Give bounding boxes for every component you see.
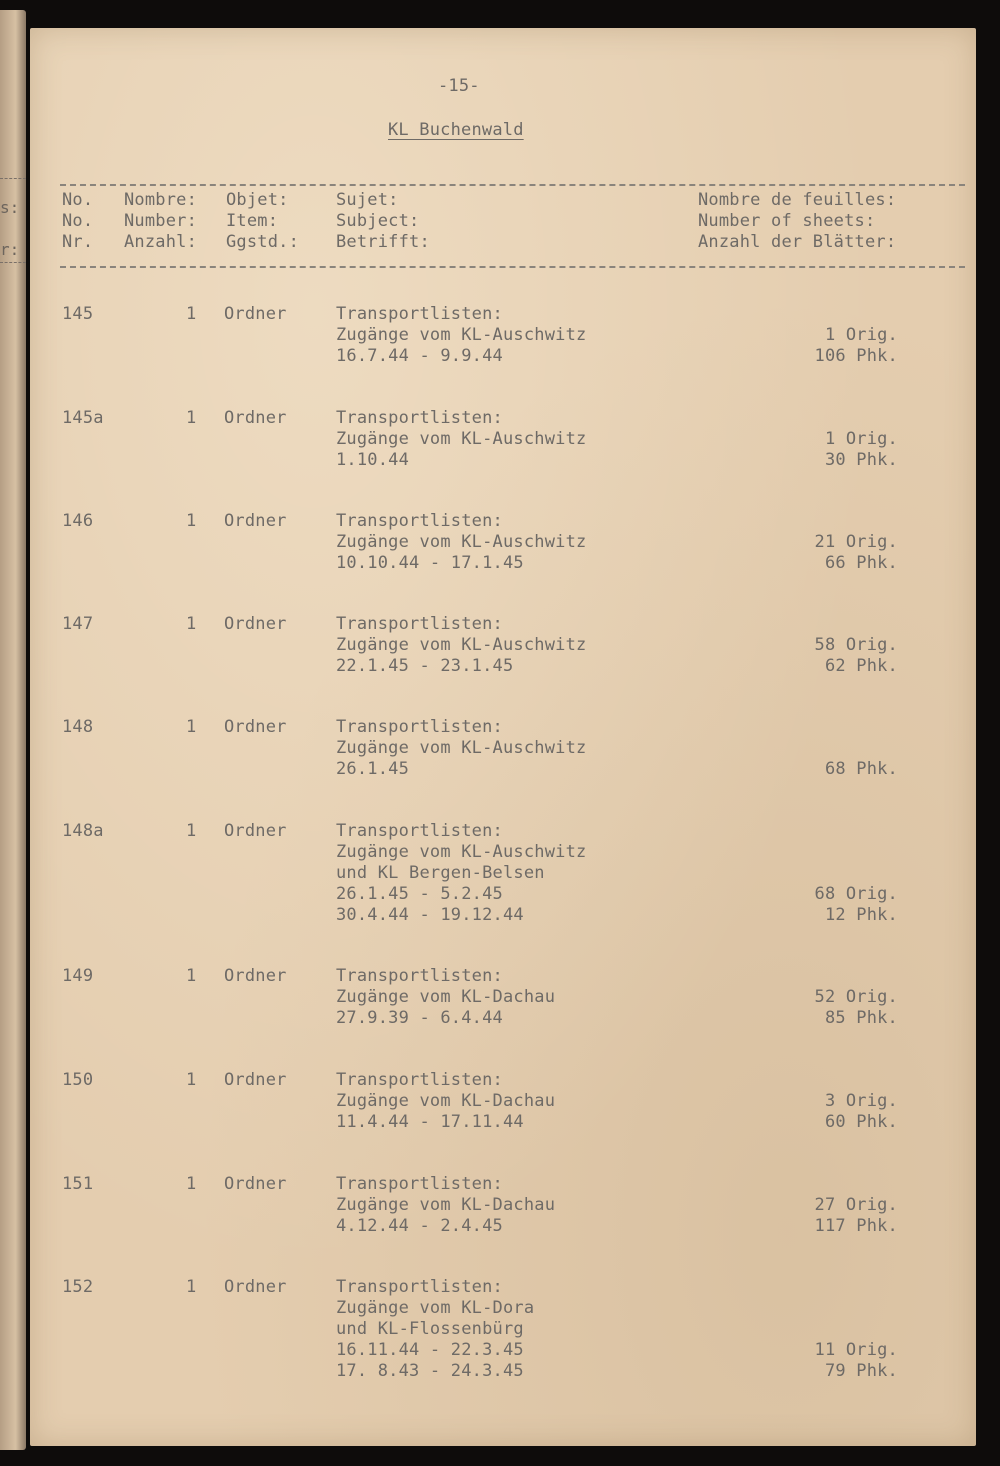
entry-subject-line: 26.1.45 - 5.2.45 <box>336 884 503 904</box>
header-subject-de: Betrifft: <box>336 232 430 252</box>
header-subject-fr: Sujet: <box>336 190 399 210</box>
entry-sheets-line: 68 Orig. <box>814 884 898 904</box>
margin-dash <box>0 178 26 179</box>
entry-sheets <box>815 1195 898 1237</box>
header-count <box>124 190 197 253</box>
entry-subject-line: Transportlisten: <box>336 1174 503 1194</box>
entry-number: 150 <box>62 1070 94 1090</box>
entry-subject-line: Zugänge vom KL-Dachau <box>336 1195 556 1215</box>
entry-subject <box>336 821 586 926</box>
entry-subject-line: Transportlisten: <box>336 304 503 324</box>
entry-subject-line: 11.4.44 - 17.11.44 <box>336 1112 524 1132</box>
entry-sheets <box>815 532 898 574</box>
entry-sheets <box>815 987 898 1029</box>
entry-count: 1 <box>186 717 197 737</box>
header-item-de: Ggstd.: <box>226 232 300 252</box>
entry-subject <box>336 614 586 677</box>
entry-item: Ordner <box>224 966 287 986</box>
header-item-fr: Objet: <box>226 190 289 210</box>
entry-sheets-line: 68 Phk. <box>824 759 898 779</box>
entry-subject-line: Transportlisten: <box>336 614 503 634</box>
entry-subject <box>336 1277 534 1382</box>
entry-subject <box>336 966 555 1029</box>
entry-subject-line: Transportlisten: <box>336 1277 503 1297</box>
header-subject-en: Subject: <box>336 211 420 231</box>
entry-item: Ordner <box>224 511 287 531</box>
entry-count: 1 <box>186 511 197 531</box>
entry-subject-line: Zugänge vom KL-Auschwitz <box>336 325 587 345</box>
header-no-de: Nr. <box>62 232 94 252</box>
entry-number: 148 <box>62 717 94 737</box>
margin-dash <box>0 262 26 263</box>
entry-item: Ordner <box>224 408 287 428</box>
entry-subject-line: 17. 8.43 - 24.3.45 <box>336 1361 524 1381</box>
entry-subject-line: 16.11.44 - 22.3.45 <box>336 1340 524 1360</box>
entry-item: Ordner <box>224 1174 287 1194</box>
entry-sheets-line: 21 Orig. <box>814 532 898 552</box>
entry-count: 1 <box>186 1174 197 1194</box>
entry-sheets <box>815 884 898 926</box>
entry-item: Ordner <box>224 304 287 324</box>
entry-number: 145 <box>62 304 94 324</box>
entry-sheets-line: 3 Orig. <box>824 1091 898 1111</box>
header-sheets-fr: Nombre de feuilles: <box>698 190 897 210</box>
entry-subject-line: und KL-Flossenbürg <box>336 1319 524 1339</box>
document-title: KL Buchenwald <box>388 120 524 140</box>
entry-sheets-line: 62 Phk. <box>824 656 898 676</box>
entry-number: 146 <box>62 511 94 531</box>
entry-sheets-line: 52 Orig. <box>814 987 898 1007</box>
entry-count: 1 <box>186 821 197 841</box>
entry-sheets-line: 58 Orig. <box>814 635 898 655</box>
header-item-en: Item: <box>226 211 279 231</box>
entry-sheets-line: 1 Orig. <box>824 325 898 345</box>
entry-subject-line: 26.1.45 <box>336 759 410 779</box>
entry-subject-line: 30.4.44 - 19.12.44 <box>336 905 524 925</box>
entry-item: Ordner <box>224 614 287 634</box>
header-count-fr: Nombre: <box>124 190 198 210</box>
entry-subject-line: Transportlisten: <box>336 511 503 531</box>
entry-sheets-line: 1 Orig. <box>824 429 898 449</box>
header-sheets-en: Number of sheets: <box>698 211 876 231</box>
entry-sheets <box>825 429 898 471</box>
entry-subject-line: Zugänge vom KL-Dachau <box>336 1091 556 1111</box>
entry-number: 151 <box>62 1174 94 1194</box>
entry-sheets-line: 117 Phk. <box>814 1216 898 1236</box>
page-number: -15- <box>438 76 480 96</box>
entry-count: 1 <box>186 614 197 634</box>
entry-sheets <box>825 759 898 780</box>
entry-subject-line: Zugänge vom KL-Dachau <box>336 987 556 1007</box>
entry-subject <box>336 717 586 780</box>
entry-sheets-line: 79 Phk. <box>824 1361 898 1381</box>
entry-item: Ordner <box>224 717 287 737</box>
entry-subject-line: Zugänge vom KL-Auschwitz <box>336 738 587 758</box>
entry-count: 1 <box>186 304 197 324</box>
entry-subject-line: Transportlisten: <box>336 966 503 986</box>
header-item <box>226 190 299 253</box>
entry-count: 1 <box>186 408 197 428</box>
entry-subject-line: Zugänge vom KL-Auschwitz <box>336 842 587 862</box>
margin-fragment: s: <box>0 198 20 217</box>
margin-fragment: r: <box>0 240 20 259</box>
entry-item: Ordner <box>224 821 287 841</box>
entry-count: 1 <box>186 1277 197 1297</box>
entry-subject-line: Zugänge vom KL-Dora <box>336 1298 535 1318</box>
entry-subject-line: Zugänge vom KL-Auschwitz <box>336 429 587 449</box>
entry-subject-line: Transportlisten: <box>336 408 503 428</box>
entry-subject-line: Transportlisten: <box>336 821 503 841</box>
entry-sheets <box>825 1091 898 1133</box>
entry-sheets-line: 27 Orig. <box>814 1195 898 1215</box>
previous-page-edge <box>0 10 26 1450</box>
entry-sheets-line: 60 Phk. <box>824 1112 898 1132</box>
entry-item: Ordner <box>224 1070 287 1090</box>
entry-number: 149 <box>62 966 94 986</box>
entry-subject <box>336 1174 555 1237</box>
entry-subject <box>336 304 586 367</box>
entry-subject-line: Transportlisten: <box>336 1070 503 1090</box>
header-no-fr: No. <box>62 190 94 210</box>
header-rule-bottom <box>60 266 965 268</box>
entry-number: 148a <box>62 821 104 841</box>
entry-subject <box>336 1070 555 1133</box>
entry-sheets <box>815 325 898 367</box>
entry-subject-line: Zugänge vom KL-Auschwitz <box>336 635 587 655</box>
entry-sheets-line: 30 Phk. <box>824 450 898 470</box>
entry-count: 1 <box>186 966 197 986</box>
header-rule-top <box>60 184 965 186</box>
document-page <box>30 28 976 1446</box>
entry-subject-line: Transportlisten: <box>336 717 503 737</box>
entry-count: 1 <box>186 1070 197 1090</box>
entry-subject <box>336 408 586 471</box>
entry-sheets-line: 12 Phk. <box>824 905 898 925</box>
entry-sheets-line: 85 Phk. <box>824 1008 898 1028</box>
entry-subject-line: 16.7.44 - 9.9.44 <box>336 346 503 366</box>
header-no-en: No. <box>62 211 94 231</box>
header-count-de: Anzahl: <box>124 232 198 252</box>
header-count-en: Number: <box>124 211 198 231</box>
entry-subject-line: 4.12.44 - 2.4.45 <box>336 1216 503 1236</box>
entry-number: 145a <box>62 408 104 428</box>
entry-subject-line: 27.9.39 - 6.4.44 <box>336 1008 503 1028</box>
entry-subject-line: Zugänge vom KL-Auschwitz <box>336 532 587 552</box>
entry-subject-line: und KL Bergen-Belsen <box>336 863 545 883</box>
entry-item: Ordner <box>224 1277 287 1297</box>
entry-subject <box>336 511 586 574</box>
entry-sheets-line: 11 Orig. <box>814 1340 898 1360</box>
entry-sheets <box>815 635 898 677</box>
entry-subject-line: 10.10.44 - 17.1.45 <box>336 553 524 573</box>
header-sheets-de: Anzahl der Blätter: <box>698 232 897 252</box>
header-subject <box>336 190 430 253</box>
entry-sheets-line: 106 Phk. <box>814 346 898 366</box>
entry-sheets-line: 66 Phk. <box>824 553 898 573</box>
entry-subject-line: 22.1.45 - 23.1.45 <box>336 656 514 676</box>
entry-sheets <box>815 1340 898 1382</box>
entry-number: 152 <box>62 1277 94 1297</box>
entry-subject-line: 1.10.44 <box>336 450 410 470</box>
header-sheets <box>698 190 896 253</box>
entry-number: 147 <box>62 614 94 634</box>
header-no <box>62 190 93 253</box>
